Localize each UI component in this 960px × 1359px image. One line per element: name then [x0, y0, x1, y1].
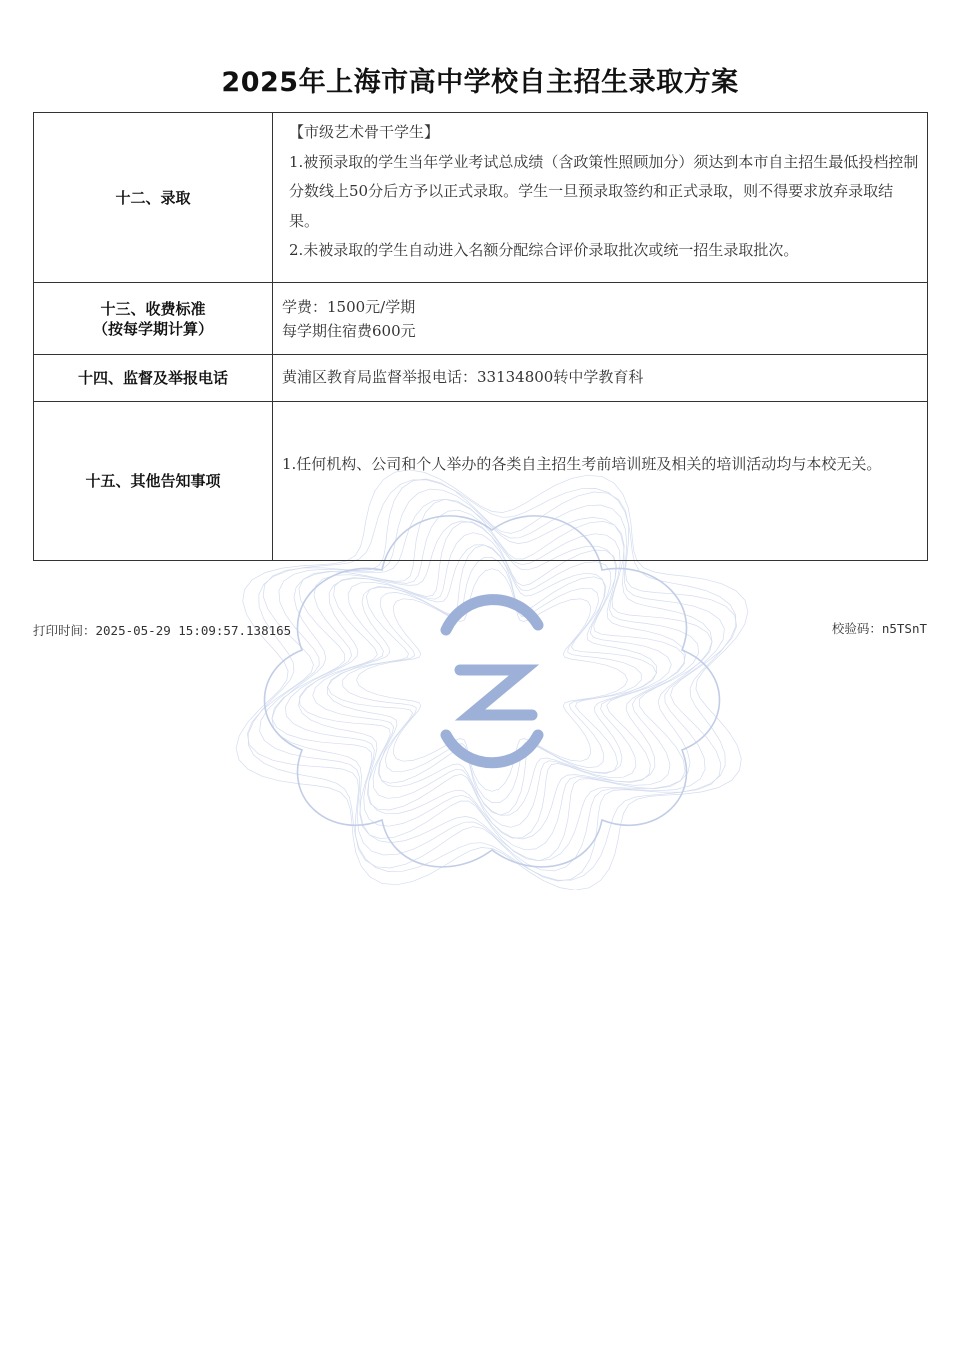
list-item: 1.任何机构、公司和个人举办的各类自主招生考前培训班及相关的培训活动均与本校无关。	[282, 454, 882, 473]
guilloche-line	[313, 533, 672, 828]
guilloche-line	[327, 545, 656, 816]
guilloche-line	[300, 522, 685, 838]
row-content	[273, 283, 928, 355]
list-item: 2.未被录取的学生自动进入名额分配综合评价录取批次或统一招生录取批次。	[289, 241, 799, 259]
row-label-line: 十三、收费标准	[100, 299, 206, 318]
list-item: 1.被预录取的学生当年学业考试总成绩（含政策性照顾加分）须达到本市自主招生最低投档控制分数线上50分后方予以正式录取。学生一旦预录取签约和正式录取，则不得要求放弃录取结果。	[289, 152, 919, 230]
plan-table	[33, 112, 928, 561]
table-row	[34, 401, 928, 560]
guilloche-line	[299, 521, 686, 839]
print-time: 打印时间：2025-05-29 15:09:57.138165	[33, 623, 292, 638]
row-label: 十四、监督及举报电话	[34, 355, 273, 402]
row-label: 十二、录取	[34, 113, 273, 283]
row-label-note: （按每学期计算）	[92, 319, 213, 338]
check-code: 校验码：n5TSnT	[831, 621, 927, 636]
report-phone: 黄浦区教育局监督举报电话：33134800转中学教育科	[282, 368, 644, 386]
document-title: 2025年上海市高中学校自主招生录取方案	[221, 67, 739, 98]
guilloche-line	[343, 557, 642, 802]
table-row	[34, 355, 928, 402]
table-row	[34, 113, 928, 283]
row-content	[273, 355, 928, 402]
guilloche-line	[285, 510, 698, 849]
guilloche-line	[357, 569, 628, 792]
guilloche-line	[328, 545, 657, 815]
row-content	[273, 401, 928, 560]
section-heading: 【市级艺术骨干学生】	[289, 123, 440, 141]
table-row	[34, 283, 928, 355]
tuition-fee: 学费：1500元/学期	[282, 297, 416, 316]
dormitory-fee: 每学期住宿费600元	[282, 321, 416, 340]
seal-logo-icon	[446, 600, 538, 763]
row-content	[273, 113, 928, 283]
row-label	[34, 283, 273, 355]
row-label: 十五、其他告知事项	[34, 401, 273, 560]
